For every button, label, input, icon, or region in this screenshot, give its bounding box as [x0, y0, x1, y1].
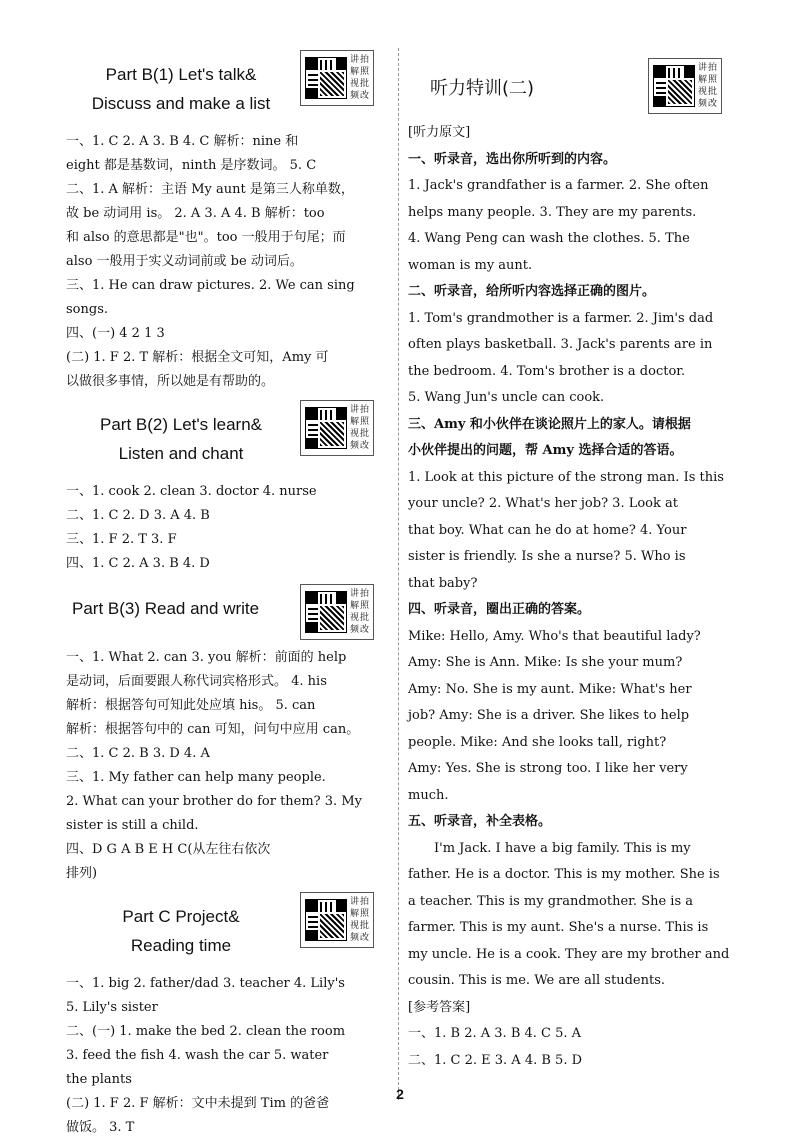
answer-line: 二、1. C 2. E 3. A 4. B 5. D — [408, 1052, 583, 1068]
answers-label: [参考答案] — [408, 999, 471, 1015]
question-heading: 五、听录音，补全表格。 — [408, 814, 552, 829]
answer-line: 是动词，后面要跟人称代词宾格形式。 4. his — [66, 674, 327, 689]
answer-line: 和 also 的意思都是"也"。too 一般用于句尾；而 — [66, 230, 346, 245]
section-title: Part C Project& Reading time — [122, 907, 240, 955]
answer-line: songs. — [66, 302, 108, 317]
question-heading: 四、听录音，圈出正确的答案。 — [408, 602, 591, 617]
transcript-line: that baby? — [408, 575, 478, 591]
dialogue-line: much. — [408, 787, 449, 803]
answer-line: 5. Lily's sister — [66, 1000, 158, 1015]
page-title: 听力特训(二) — [430, 78, 535, 99]
transcript-line: often plays basketball. 3. Jack's parents are in — [408, 337, 713, 352]
answers-part-b2 — [66, 480, 388, 576]
answer-line: 一、1. big 2. father/dad 3. teacher 4. Lily's — [66, 976, 345, 991]
answer-line: 解析：根据答句可知此处应填 his。 5. can — [66, 698, 316, 713]
answer-line: (二) 1. F 2. F 解析：文中未提到 Tim 的爸爸 — [66, 1096, 330, 1111]
column-divider — [398, 48, 399, 1100]
passage-line: my uncle. He is a cook. They are my brother and — [408, 946, 730, 962]
answer-line: 一、1. C 2. A 3. B 4. C 解析：nine 和 — [66, 134, 299, 149]
transcript-line: helps many people. 3. They are my parents. — [408, 204, 697, 220]
transcript-label: [听力原文] — [408, 125, 471, 140]
dialogue-line: people. Mike: And she looks tall, right? — [408, 734, 667, 750]
section-title: Part B(1) Let's talk& Discuss and make a list — [91, 65, 271, 113]
qr-code-icon — [653, 65, 695, 107]
question-heading: 小伙伴提出的问题，帮 Amy 选择合适的答语。 — [408, 443, 683, 458]
section-title: Part B(2) Let's learn& Listen and chant — [100, 415, 262, 463]
answer-line: 三、1. My father can help many people. — [66, 770, 326, 785]
answers-part-b3 — [66, 646, 388, 886]
transcript-line: 4. Wang Peng can wash the clothes. 5. The — [408, 231, 690, 246]
answer-line: 二、1. C 2. D 3. A 4. B — [66, 508, 210, 523]
transcript-line: your uncle? 2. What's her job? 3. Look at — [408, 496, 678, 511]
answer-line: sister is still a child. — [66, 818, 199, 833]
answer-line: 三、1. F 2. T 3. F — [66, 532, 177, 547]
section-header-part-b2 — [66, 400, 388, 480]
answer-line: the plants — [66, 1072, 132, 1087]
qr-label: 讲拍解照视批频改 — [350, 589, 371, 635]
transcript-line: that boy. What can he do at home? 4. Your — [408, 522, 687, 538]
answer-line: 故 be 动词用 is。 2. A 3. A 4. B 解析：too — [66, 206, 325, 221]
section-header-part-b3 — [66, 584, 388, 636]
answer-line: eight 都是基数词，ninth 是序数词。 5. C — [66, 158, 317, 173]
qr-code-box[interactable] — [648, 58, 722, 114]
qr-code-box[interactable] — [300, 892, 374, 948]
section-header-part-b1 — [66, 50, 388, 130]
left-column — [66, 50, 388, 1140]
answer-line: 四、1. C 2. A 3. B 4. D — [66, 556, 210, 571]
qr-label: 讲拍解照视批频改 — [350, 55, 371, 101]
answer-line: also 一般用于实义动词前或 be 动词后。 — [66, 254, 303, 269]
passage-line: I'm Jack. I have a big family. This is my — [434, 840, 691, 856]
transcript-line: 1. Look at this picture of the strong man. Is this — [408, 469, 724, 485]
passage — [408, 836, 736, 995]
passage-line: father. He is a doctor. This is my mother. She is — [408, 867, 720, 882]
transcript — [408, 147, 736, 624]
transcript-line: 5. Wang Jun's uncle can cook. — [408, 390, 605, 405]
answer-line: 3. feed the fish 4. wash the car 5. water — [66, 1048, 329, 1063]
transcript-line: 1. Tom's grandmother is a farmer. 2. Jim's dad — [408, 310, 714, 326]
qr-code-box[interactable] — [300, 50, 374, 106]
answer-line: 二、(一) 1. make the bed 2. clean the room — [66, 1024, 346, 1039]
qr-code-icon — [305, 899, 347, 941]
qr-code-box[interactable] — [300, 400, 374, 456]
qr-code-icon — [305, 407, 347, 449]
question-heading: 一、听录音，选出你所听到的内容。 — [408, 151, 617, 167]
question-heading: 二、听录音，给所听内容选择正确的图片。 — [408, 284, 656, 299]
qr-label: 讲拍解照视批频改 — [698, 63, 719, 109]
answer-line: 解析：根据答句中的 can 可知，问句中应用 can。 — [66, 722, 360, 737]
dialogue-line: job? Amy: She is a driver. She likes to help — [408, 708, 690, 723]
section-header-part-c — [66, 892, 388, 972]
answers-part-b1 — [66, 130, 388, 394]
dialogue-line: Amy: No. She is my aunt. Mike: What's her — [408, 681, 692, 697]
qr-code-box[interactable] — [300, 584, 374, 640]
qr-code-icon — [305, 591, 347, 633]
answer-line: 二、1. A 解析：主语 My aunt 是第三人称单数， — [66, 182, 354, 197]
dialogue-line: Amy: She is Ann. Mike: Is she your mum? — [408, 655, 683, 670]
answer-line: 排列) — [66, 866, 98, 881]
passage-line: cousin. This is me. We are all students. — [408, 973, 665, 988]
answer-line: 2. What can your brother do for them? 3. My — [66, 794, 362, 809]
answer-line: 以做很多事情，所以她是有帮助的。 — [66, 374, 275, 389]
answer-line: (二) 1. F 2. T 解析：根据全文可知，Amy 可 — [66, 350, 329, 365]
right-column — [408, 120, 736, 1074]
qr-label: 讲拍解照视批频改 — [350, 405, 371, 451]
answer-line: 二、1. C 2. B 3. D 4. A — [66, 746, 210, 761]
answer-line: 四、D G A B E H C(从左往右依次 — [66, 842, 271, 857]
passage-line: a teacher. This is my grandmother. She is a — [408, 893, 694, 909]
answer-line: 一、1. What 2. can 3. you 解析：前面的 help — [66, 650, 347, 665]
question-heading: 三、Amy 和小伙伴在谈论照片上的家人。请根据 — [408, 416, 691, 432]
passage-line: farmer. This is my aunt. She's a nurse. This is — [408, 920, 709, 935]
section-title: Part B(3) Read and write — [72, 599, 260, 618]
qr-label: 讲拍解照视批频改 — [350, 897, 371, 943]
answer-line: 一、1. cook 2. clean 3. doctor 4. nurse — [66, 484, 317, 499]
answer-line: 三、1. He can draw pictures. 2. We can sing — [66, 278, 355, 293]
qr-code-icon — [305, 57, 347, 99]
transcript-line: sister is friendly. Is she a nurse? 5. Who is — [408, 549, 686, 564]
page-number: 2 — [396, 1086, 404, 1102]
dialogue-line: Mike: Hello, Amy. Who's that beautiful lady? — [408, 628, 701, 644]
answer-line: 一、1. B 2. A 3. B 4. C 5. A — [408, 1026, 582, 1041]
answer-line: 四、(一) 4 2 1 3 — [66, 326, 165, 341]
dialogue-line: Amy: Yes. She is strong too. I like her very — [408, 761, 688, 776]
answer-line: 做饭。 3. T — [66, 1120, 135, 1135]
answers-part-c — [66, 972, 388, 1140]
transcript-line: woman is my aunt. — [408, 257, 533, 273]
dialogue — [408, 624, 736, 810]
transcript-line: the bedroom. 4. Tom's brother is a doctor. — [408, 363, 686, 379]
transcript-line: 1. Jack's grandfather is a farmer. 2. She often — [408, 178, 709, 193]
